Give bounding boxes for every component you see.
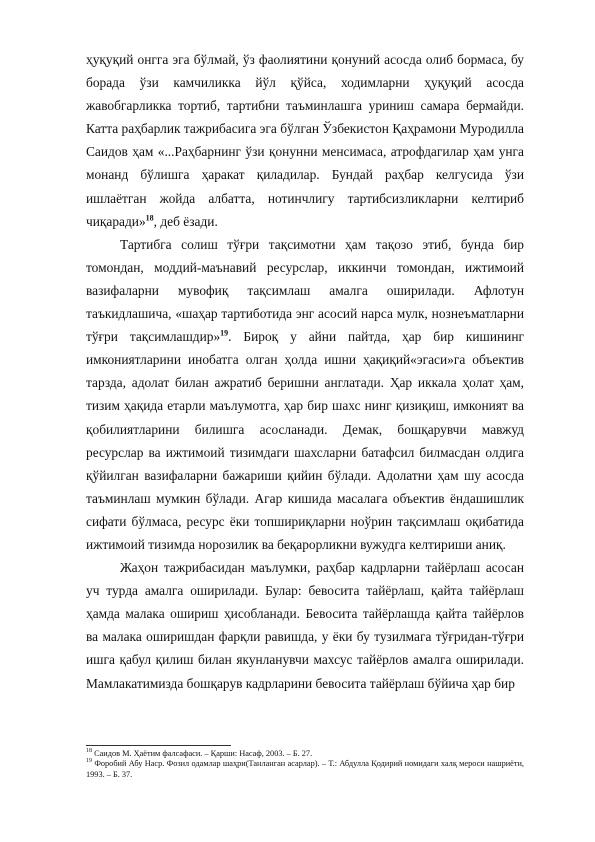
paragraph-2 <box>86 233 524 556</box>
footnote-19 <box>86 759 524 780</box>
footnote-text: Саидов М. Ҳаётим фалсафаси. – Қарши: Насаф, 2003. – Б. 27. <box>92 749 313 758</box>
paragraph-2-text-end: . Бироқ у айни пайтда, ҳар бир кишининг имкониятларини инобатга олган ҳолда ишни ҳақиқий«эгаси»га объектив тарзда, адолат билан ажратиб беришни англатади. Ҳар иккала ҳолат ҳам, тизим ҳақида етарли маълумотга, ҳар бир шахс нинг қизиқиш, имконият ва қобилиятларини билишга асосланади. Демак, бошқарувчи мавжуд ресурслар ва ижтимоий тизимдаги шахсларни батафсил билмасдан олдига қўйилган вазифаларни бажариши қийин бўлади. Адолатни ҳам шу асосда таъминлаш мумкин бўлади. Агар кишида масалага объектив ёндашишлик сифати бўлмаса, ресурс ёки топшириқларни ноўрин тақсимлаш оқибатида ижтимоий тизимда норозилик ва беқарорликни вужудга келтириши аниқ. <box>86 329 524 552</box>
document-body <box>86 48 524 695</box>
paragraph-3 <box>86 556 524 695</box>
footnote-18 <box>86 749 524 759</box>
footnote-ref-19[interactable]: 19 <box>220 328 229 338</box>
footnote-text: Форобий Абу Наср. Фозил одамлар шаҳри(Танланган асарлар). – Т.: Абдулла Қодирий номидаги халқ мероси нашриёти, 1993. – Б. 37. <box>86 759 524 779</box>
paragraph-1-text-end: , деб ёзади. <box>153 213 218 229</box>
footnote-ref-18[interactable]: 18 <box>145 213 154 223</box>
footnote-divider <box>86 745 231 746</box>
paragraph-3-text: Жаҳон тажрибасидан маълумки, раҳбар кадрларни тайёрлаш асосан уч турда амалга оширилади. Булар: бевосита тайёрлаш, қайта тайёрлаш ҳамда малака ошириш ҳисобланади. Бевосита тайёрлашда қайта тайёрлов ва малака оширишдан фарқли равишда, у ёки бу тузилмага тўғридан-тўғри ишга қабул қилиш билан якунланувчи махсус тайёрлов амалга оширилади. Мамлакатимизда бошқарув кадрларини бевосита тайёрлаш бўйича ҳар бир <box>86 560 524 691</box>
paragraph-1 <box>86 48 524 233</box>
footnote-number: 19 <box>86 758 92 765</box>
footnote-number: 18 <box>86 748 92 755</box>
paragraph-2-text-start: Тартибга солиш тўғри тақсимотни ҳам тақозо этиб, бунда бир томондан, моддий-маънавий ресурслар, иккинчи томондан, ижтимоий вазифаларни мувофиқ тақсимлаш амалга оширилади. Афлотун таъкидлашича, «шаҳар тартиботида энг асосий нарса мулк, нознеъматларни тўғри тақсимлашдир» <box>86 236 524 345</box>
footnotes-section <box>86 745 524 780</box>
paragraph-1-text-start: ҳуқуқий онгга эга бўлмай, ўз фаолиятини қонуний асосда олиб бормаса, бу борада ўзи камчиликка йўл қўйса, ходимларни ҳуқуқий асосда жавобгарликка тортиб, тартибни таъминлашга уриниш самара бермайди. Катта раҳбарлик тажрибасига эга бўлган Ўзбекистон Қаҳрамони Муродилла Саидов ҳам «...Раҳбарнинг ўзи қонунни менсимаса, атрофдагилар ҳам унга монанд бўлишга ҳаракат қиладилар. Бундай раҳбар келгусида ўзи ишлаётган жойда албатта, нотинчлигу тартибсизликларни келтириб чиқаради» <box>86 52 524 229</box>
